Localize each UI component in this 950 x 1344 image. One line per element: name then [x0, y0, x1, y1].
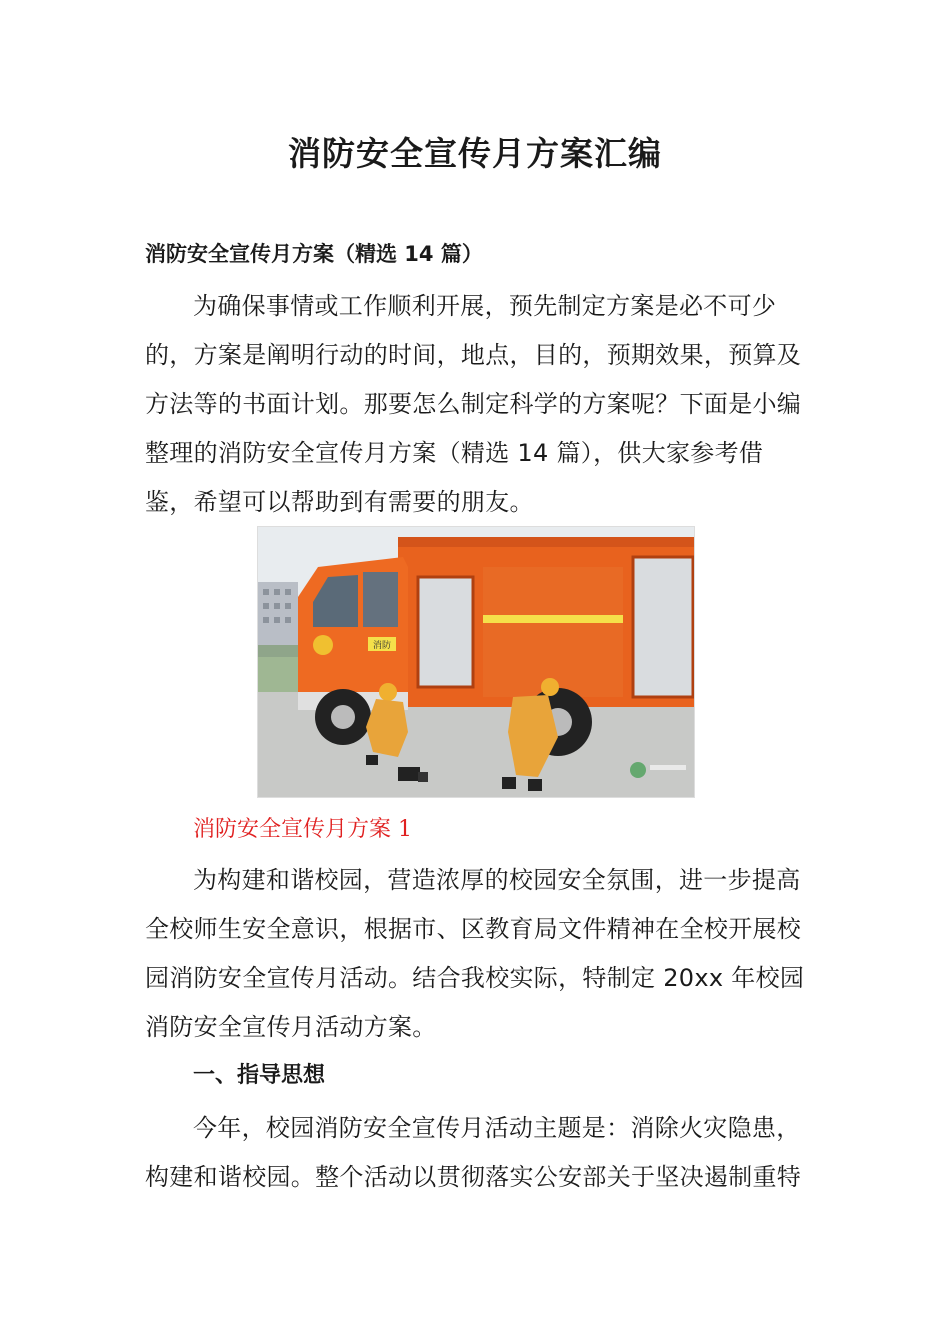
document-title: 消防安全宣传月方案汇编 — [288, 134, 662, 173]
intro-paragraph: 为确保事情或工作顺利开展，预先制定方案是必不可少的，方案是阐明行动的时间，地点，目的，预期效果，预算及方法等的书面计划。那要怎么制定科学的方案呢？下面是小编整理的消防安全宣传月方案（精选 14 篇），供大家参考借鉴，希望可以帮助到有需要的朋友。 — [145, 292, 802, 516]
truck-label: 消防 — [372, 641, 392, 651]
document-subtitle: 消防安全宣传月方案（精选 14 篇） — [145, 242, 483, 266]
section1-title: 消防安全宣传月方案 1 — [193, 817, 412, 842]
heading-guiding-ideology: 一、指导思想 — [193, 1063, 326, 1088]
section1-paragraph: 为构建和谐校园，营造浓厚的校园安全氛围，进一步提高全校师生安全意识，根据市、区教育局文件精神在全校开展校园消防安全宣传月活动。结合我校实际，特制定 20xx 年校园消防安全宣传月活动方案。 — [145, 866, 805, 1041]
guiding-ideology-paragraph: 今年，校园消防安全宣传月活动主题是：消除火灾隐患，构建和谐校园。整个活动以贯彻落实公安部关于坚决遏制重特 — [145, 1114, 802, 1191]
fire-truck-photo — [257, 526, 695, 798]
